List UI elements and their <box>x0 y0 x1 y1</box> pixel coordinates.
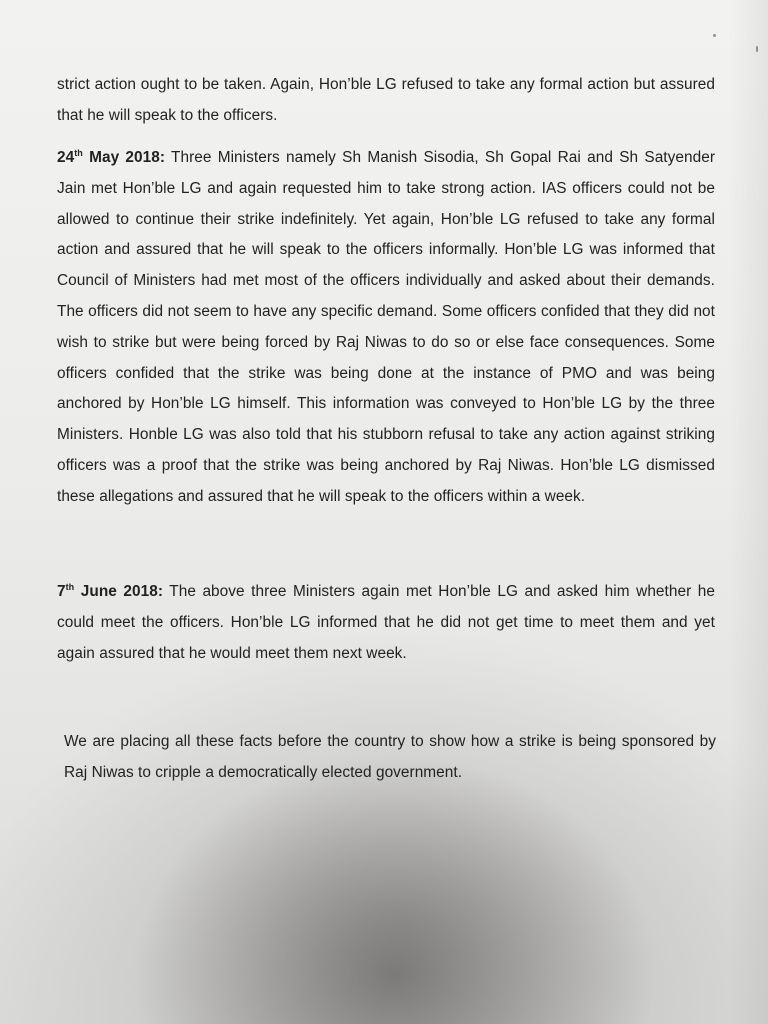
paragraph-7-june-2018 <box>57 577 715 669</box>
date-rest: June 2018: <box>74 583 164 600</box>
paragraph-text: Three Ministers namely Sh Manish Sisodia, Sh Gopal Rai and Sh Satyender Jain met Hon’ble LG and again requested him to take strong action. IAS officers could not be allowed to continue their strike indefinitely. Yet again, Hon’ble LG refused to take any formal action and assured that he will speak to the officers informally. Hon’ble LG was informed that Council of Ministers had met most of the officers individually and asked about their demands. The officers did not seem to have any specific demand. Some officers confided that they did not wish to strike but were being forced by Raj Niwas to do so or else face consequences. Some officers confided that the strike was being done at the instance of PMO and was being anchored by Hon’ble LG himself. This information was conveyed to Hon’ble LG by the three Ministers. Honble LG was also told that his stubborn refusal to take any action against striking officers was a proof that the strike was being anchored by Raj Niwas. Hon’ble LG dismissed these allegations and assured that he will speak to the officers within a week. <box>57 149 715 505</box>
paragraph-continuation <box>57 70 715 132</box>
date-ordinal: th <box>74 147 83 158</box>
page-edge-shadow <box>728 0 768 1024</box>
paragraph-text: The above three Ministers again met Hon’ble LG and asked him whether he could meet the officers. Hon’ble LG informed that he did not get time to meet them and yet again assured that he would meet them next week. <box>57 583 715 662</box>
date-heading <box>57 149 165 166</box>
date-rest: May 2018: <box>82 149 166 166</box>
paper-speck <box>756 46 758 52</box>
paragraph-text: strict action ought to be taken. Again, Hon’ble LG refused to take any formal action but assured that he will speak to the officers. <box>57 76 715 124</box>
paragraph-24-may-2018 <box>57 143 715 513</box>
date-ordinal: th <box>65 581 75 592</box>
paper-speck <box>713 34 716 37</box>
paragraph-text: We are placing all these facts before the country to show how a strike is being sponsored by Raj Niwas to cripple a democratically elected government. <box>64 733 716 781</box>
date-heading <box>57 583 163 600</box>
date-day: 24 <box>57 149 75 166</box>
date-day: 7 <box>57 583 66 600</box>
paragraph-conclusion <box>64 727 716 789</box>
